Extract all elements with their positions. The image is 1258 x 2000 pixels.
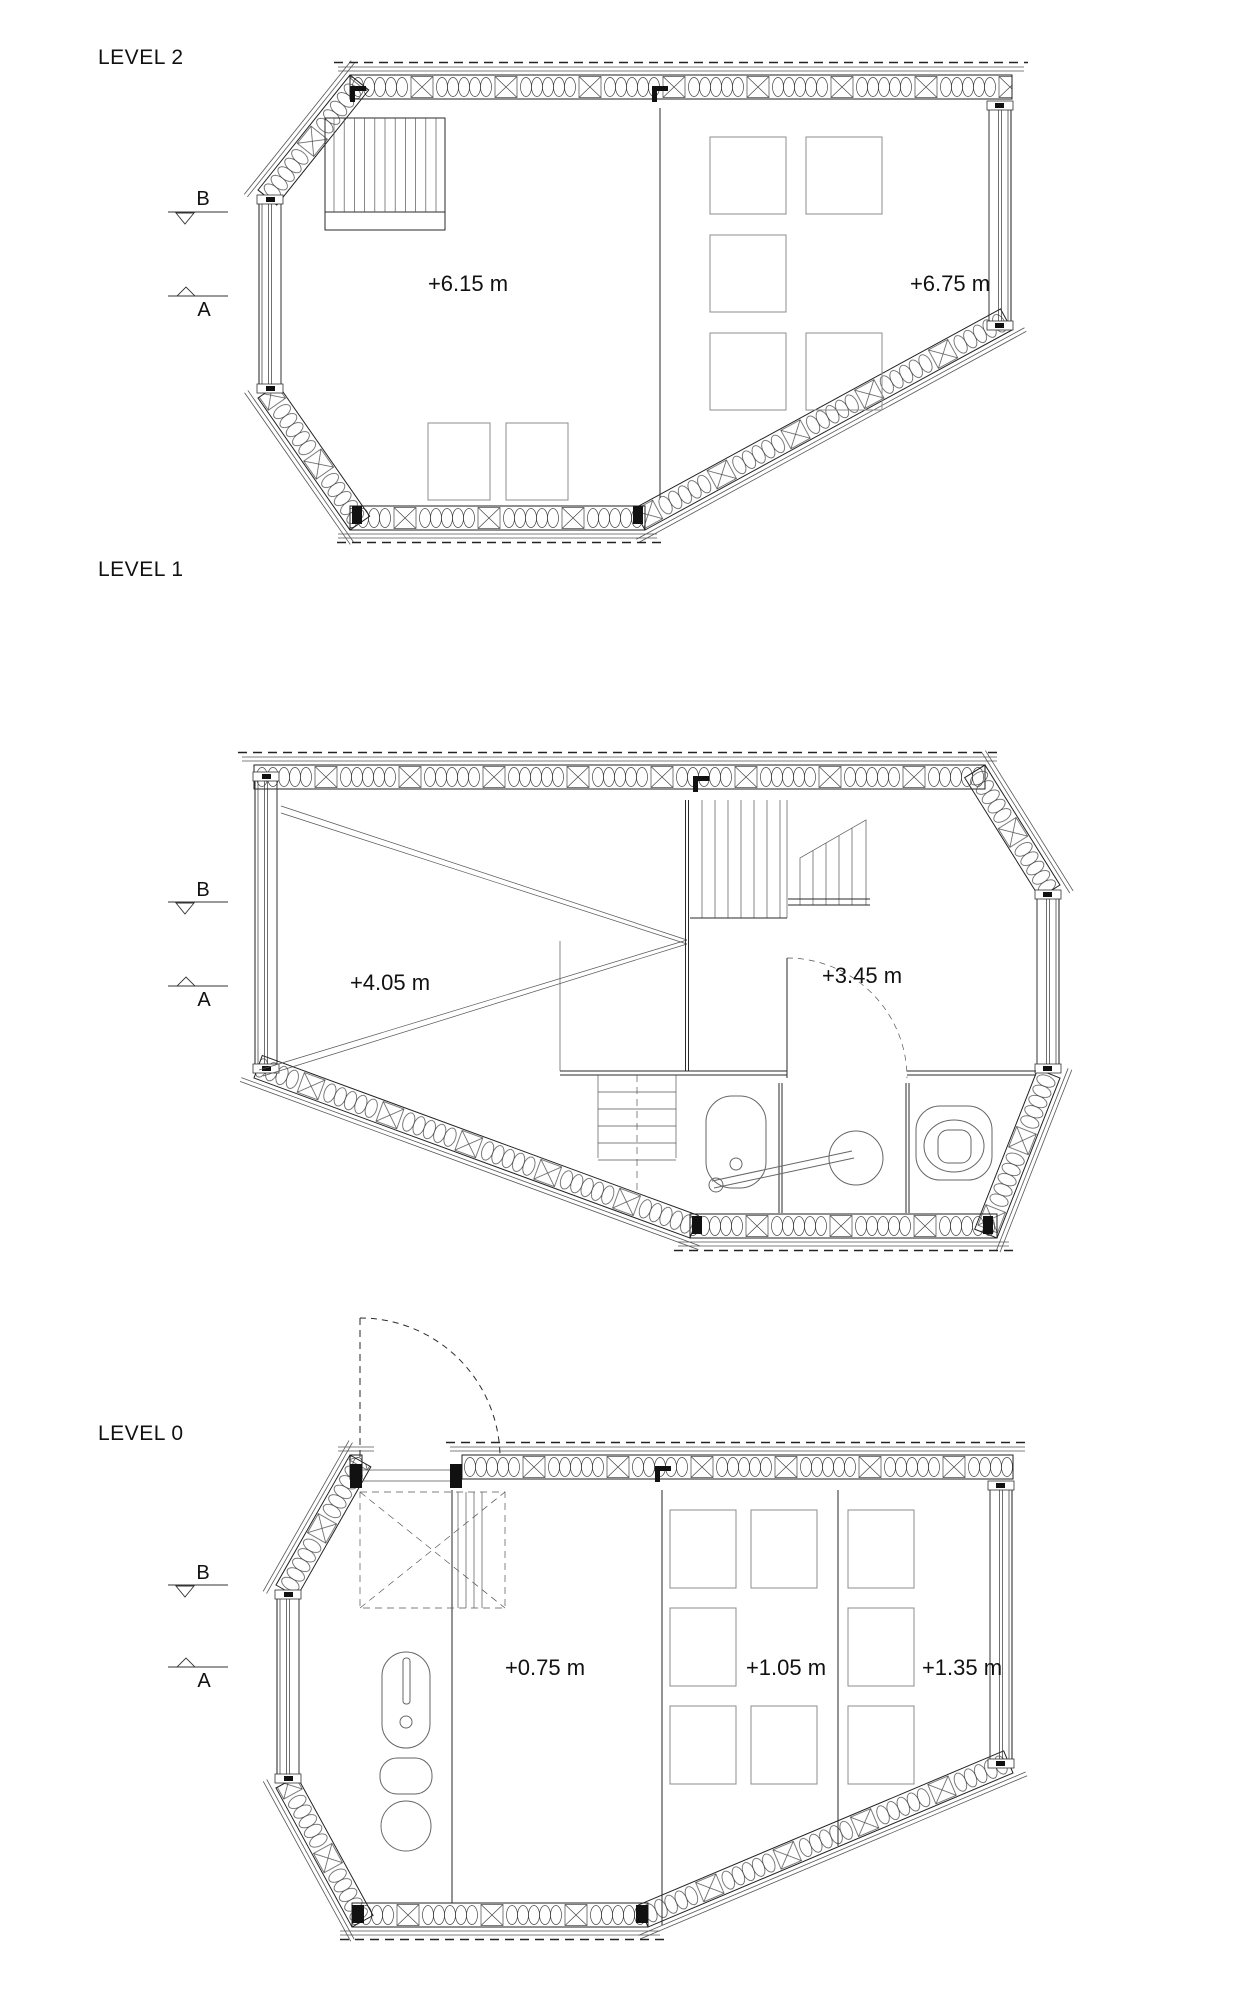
level-2-elevation-right: +6.75 m <box>909 271 991 296</box>
level-2-walls <box>244 61 1028 545</box>
section-b-label: B <box>196 188 210 210</box>
level-0-section-marker-a <box>168 1658 228 1692</box>
level-0-elevation-middle: +1.05 m <box>745 1655 827 1680</box>
wall-segment <box>336 1903 664 1940</box>
window-band <box>1035 890 1061 1073</box>
section-a-arrow-icon <box>177 287 195 296</box>
section-a-label: A <box>197 989 211 1011</box>
section-b-arrow-icon <box>176 1586 194 1597</box>
section-b-arrow-icon <box>176 213 194 224</box>
window-band <box>275 1590 301 1783</box>
level-0-section-marker-b <box>168 1562 228 1597</box>
section-a-label: A <box>197 299 211 321</box>
level-2-section-marker-b <box>168 188 228 224</box>
level-1-interior-linework <box>259 776 1036 1234</box>
level-2-elevation-left: +6.15 m <box>427 271 509 296</box>
level-1-section-marker-a <box>168 977 228 1011</box>
wall-segment <box>674 1214 1013 1251</box>
section-b-label: B <box>196 879 210 901</box>
level-1-title: LEVEL 1 <box>98 558 184 581</box>
level-2-title: LEVEL 2 <box>98 46 184 69</box>
wall-segment <box>958 751 1073 908</box>
wall-segment <box>244 61 376 215</box>
level-1-plan <box>98 558 1073 1252</box>
window-band <box>253 772 279 1073</box>
level-2-section-marker-a <box>168 287 228 321</box>
level-0-elevation-right: +1.35 m <box>921 1655 1003 1680</box>
level-1-elevation-left: +4.05 m <box>349 970 431 995</box>
level-2-plan <box>98 46 1028 544</box>
level-0-title: LEVEL 0 <box>98 1422 184 1445</box>
wall-segment <box>446 1443 1029 1480</box>
wall-segment <box>623 303 1026 543</box>
level-0-elevation-left: +0.75 m <box>504 1655 586 1680</box>
wall-segment <box>240 1051 710 1249</box>
level-0-plan <box>98 1318 1029 1941</box>
level-1-walls <box>238 751 1073 1253</box>
window-band <box>987 101 1013 330</box>
wall-segment <box>238 753 1001 790</box>
wall-segment <box>334 506 661 543</box>
level-1-section-marker-b <box>168 879 228 914</box>
section-b-arrow-icon <box>176 903 194 914</box>
section-a-arrow-icon <box>177 1658 195 1667</box>
section-b-label: B <box>196 1562 210 1584</box>
level-1-elevation-right: +3.45 m <box>821 963 903 988</box>
wall-segment <box>334 63 1028 100</box>
window-band <box>988 1481 1014 1768</box>
window-band <box>257 195 283 393</box>
section-a-arrow-icon <box>177 977 195 986</box>
wall-segment <box>628 1746 1028 1939</box>
level-2-interior-linework <box>325 86 882 524</box>
section-a-label: A <box>197 1670 211 1692</box>
